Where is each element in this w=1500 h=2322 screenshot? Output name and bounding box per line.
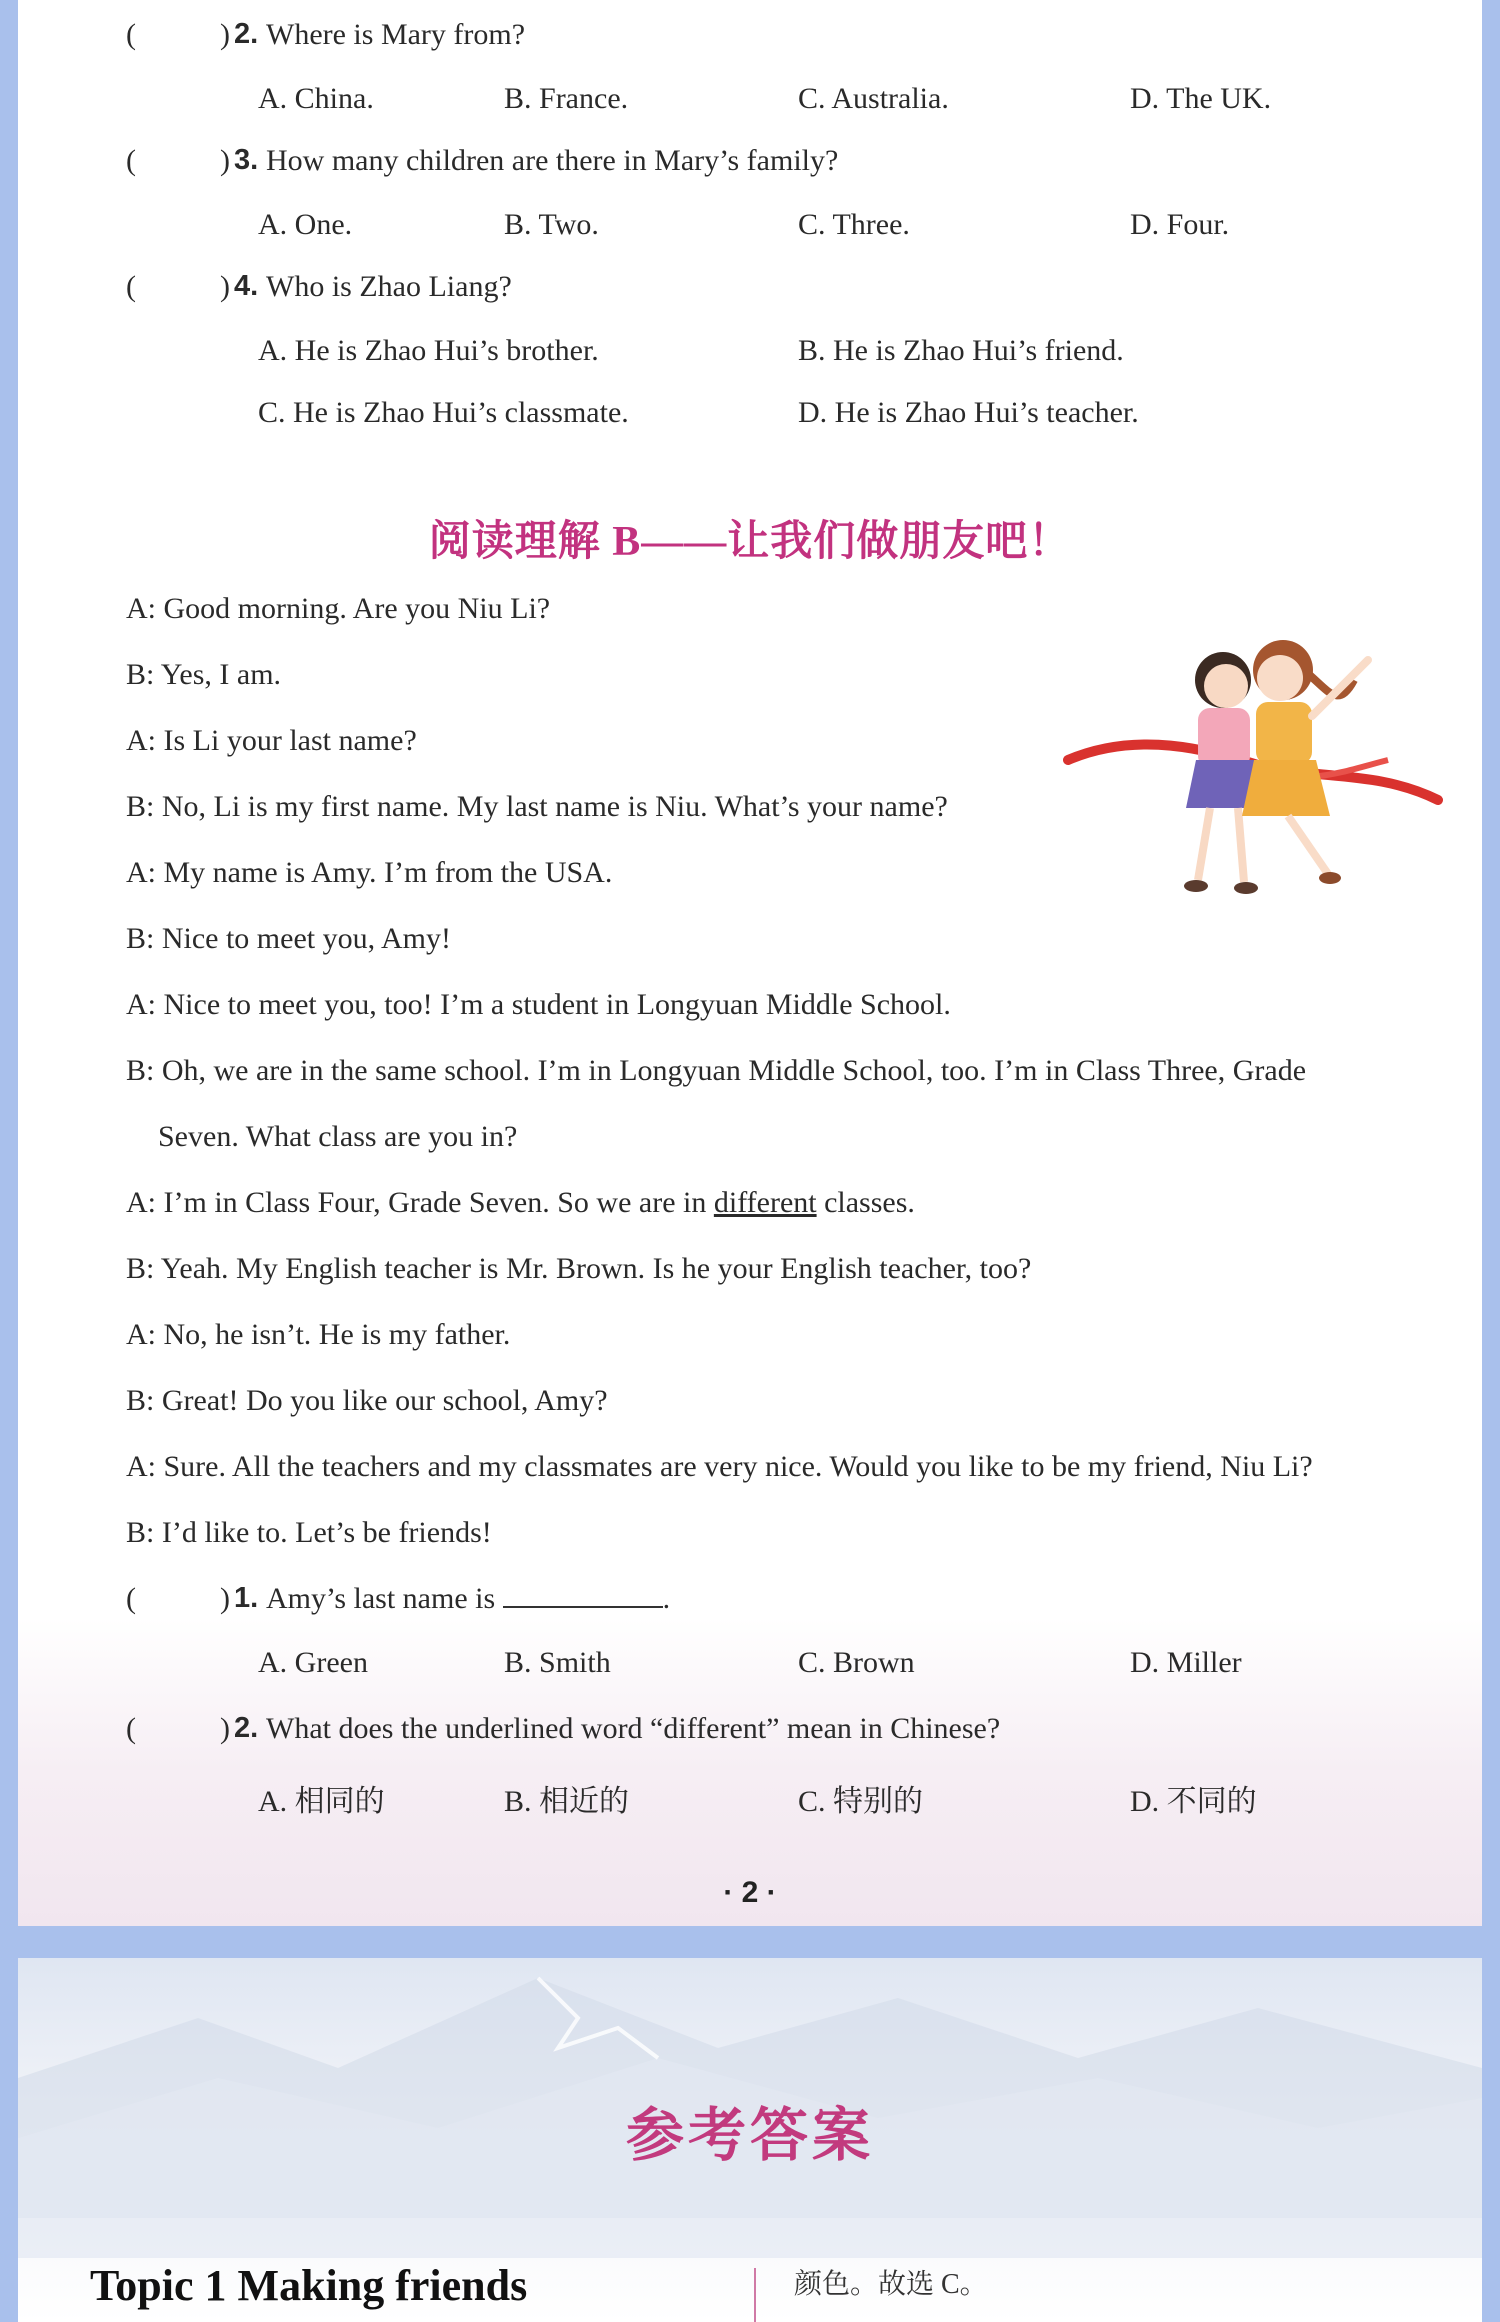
answer-paren-open: ( bbox=[126, 270, 136, 303]
question-text bbox=[266, 1582, 670, 1616]
question-text-start: Amy’s last name is bbox=[266, 1582, 503, 1615]
underlined-word: different bbox=[713, 1186, 817, 1219]
option-d: D. 不同的 bbox=[1130, 1785, 1257, 1818]
option-b: B. 相近的 bbox=[504, 1785, 630, 1818]
dialogue-line: B: I’d like to. Let’s be friends! bbox=[126, 1516, 492, 1549]
dialogue-line: B: No, Li is my first name. My last name is Niu. What’s your name? bbox=[126, 790, 948, 823]
answer-paren-close: ) bbox=[220, 18, 230, 51]
page-number: · 2 · bbox=[723, 1876, 777, 1909]
question-text: How many children are there in Mary’s family? bbox=[266, 144, 839, 177]
question-text: Where is Mary from? bbox=[266, 18, 526, 51]
dialogue-line: B: Yes, I am. bbox=[126, 658, 282, 691]
dialogue-line: A: Sure. All the teachers and my classmates are very nice. Would you like to be my friend, Niu Li? bbox=[126, 1450, 1313, 1483]
question-number: 3. bbox=[234, 144, 259, 176]
answers-page bbox=[18, 1958, 1482, 2322]
option-b: B. He is Zhao Hui’s friend. bbox=[798, 334, 1124, 367]
answer-blank[interactable] bbox=[503, 1582, 663, 1608]
section-title: 阅读理解 B——让我们做朋友吧！ bbox=[428, 519, 1072, 565]
option-c: C. 特别的 bbox=[798, 1785, 924, 1818]
dialogue-line: A: Is Li your last name? bbox=[126, 724, 417, 757]
option-a: A. One. bbox=[258, 208, 353, 241]
answers-title: 参考答案 bbox=[625, 2103, 874, 2168]
option-a: A. He is Zhao Hui’s brother. bbox=[258, 334, 599, 367]
dialogue-line: B: Nice to meet you, Amy! bbox=[126, 922, 451, 955]
answer-paren-open: ( bbox=[126, 18, 136, 51]
worksheet-page bbox=[18, 0, 1482, 1926]
dialogue-line: B: Oh, we are in the same school. I’m in Longyuan Middle School, too. I’m in Class Three, Grade bbox=[126, 1054, 1307, 1087]
question-number: 4. bbox=[234, 270, 259, 302]
dialogue-line bbox=[126, 1186, 915, 1220]
option-c: C. Australia. bbox=[798, 82, 949, 115]
two-girls-illustration bbox=[1058, 620, 1458, 930]
answer-paren-close: ) bbox=[220, 270, 230, 303]
question-number: 2. bbox=[234, 18, 259, 50]
topic-heading: Topic 1 Making friends bbox=[90, 2261, 528, 2310]
dialogue-line: A: Nice to meet you, too! I’m a student in Longyuan Middle School. bbox=[126, 988, 951, 1021]
option-d: D. He is Zhao Hui’s teacher. bbox=[798, 396, 1139, 429]
dialogue-line-end: classes. bbox=[816, 1186, 915, 1219]
question-number: 1. bbox=[234, 1582, 259, 1614]
answer-paren-open: ( bbox=[126, 1582, 136, 1615]
question-text: Who is Zhao Liang? bbox=[266, 270, 512, 303]
option-b: B. Smith bbox=[504, 1646, 611, 1679]
answer-paren-close: ) bbox=[220, 144, 230, 177]
answer-explanation: 颜色。故选 C。 bbox=[794, 2269, 988, 2300]
answer-paren-open: ( bbox=[126, 144, 136, 177]
dialogue-line: Seven. What class are you in? bbox=[158, 1120, 518, 1153]
option-c: C. Brown bbox=[798, 1646, 915, 1679]
answer-paren-close: ) bbox=[220, 1582, 230, 1615]
option-d: D. Miller bbox=[1130, 1646, 1242, 1679]
dialogue-line: A: Good morning. Are you Niu Li? bbox=[126, 592, 551, 625]
dialogue-line: B: Great! Do you like our school, Amy? bbox=[126, 1384, 608, 1417]
question-text-end: . bbox=[662, 1582, 671, 1615]
option-b: B. Two. bbox=[504, 208, 599, 241]
option-c: C. He is Zhao Hui’s classmate. bbox=[258, 396, 629, 429]
column-divider bbox=[754, 2268, 756, 2322]
dialogue-line: A: No, he isn’t. He is my father. bbox=[126, 1318, 511, 1351]
option-b: B. France. bbox=[504, 82, 629, 115]
option-d: D. Four. bbox=[1130, 208, 1230, 241]
option-a: A. China. bbox=[258, 82, 374, 115]
option-d: D. The UK. bbox=[1130, 82, 1272, 115]
option-a: A. Green bbox=[258, 1646, 368, 1679]
dialogue-line-start: A: I’m in Class Four, Grade Seven. So we are in bbox=[126, 1186, 714, 1219]
dialogue-line: B: Yeah. My English teacher is Mr. Brown. Is he your English teacher, too? bbox=[126, 1252, 1032, 1285]
answer-paren-close: ) bbox=[220, 1712, 230, 1745]
option-c: C. Three. bbox=[798, 208, 910, 241]
option-a: A. 相同的 bbox=[258, 1785, 385, 1818]
question-number: 2. bbox=[234, 1712, 259, 1744]
question-text: What does the underlined word “different” mean in Chinese? bbox=[266, 1712, 1001, 1745]
dialogue-line: A: My name is Amy. I’m from the USA. bbox=[126, 856, 613, 889]
answer-paren-open: ( bbox=[126, 1712, 136, 1745]
